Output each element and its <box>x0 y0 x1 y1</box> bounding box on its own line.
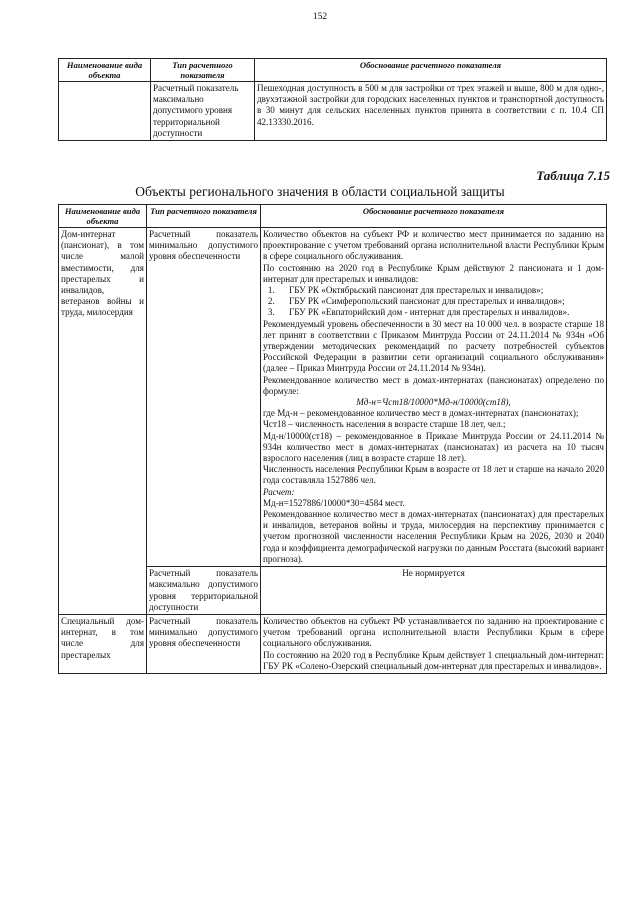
table-label: Таблица 7.15 <box>536 168 610 183</box>
basis-paragraph: По состоянию на 2020 год в Республике Крым действует 1 специальный дом-интернат: ГБУ РК «Солено-Озерский специальный дом-интернат для престарелых и инвалидов». <box>263 649 604 671</box>
cell-type: Расчетный показатель максимально допустимого уровня территориальной доступности <box>147 567 261 615</box>
institution-list <box>263 285 604 319</box>
basis-paragraph: где Мд-н – рекомендованное количество мест в домах-интернатах (пансионатах); <box>263 408 579 419</box>
table-title: Объекты регионального значения в области социальной защиты <box>135 184 505 199</box>
basis-paragraph: Рекомендуемый уровень обеспеченности в 30 мест на 10 000 чел. в возрасте старше 18 лет принят в соответствии с Приказом Минтруда России от 24.11.2014 № 934н «Об утверждении методических рекомендаций по расчету потребностей субъектов Российской Федерации в развитии сети организаций социального обслуживания» (далее – Приказ Минтруда России от 24.11.2014 № 934н). <box>263 318 604 374</box>
cell-basis: Не нормируется <box>261 567 607 615</box>
cell-basis: Пешеходная доступность в 500 м для застройки от трех этажей и выше, 800 м для одно-, двухэтажной застройки для городских населенных пунктов и транспортной доступность в 30 минут для сельских населенных пунктов принята в соответствии с п. 10.4 СП 42.13330.2016. <box>255 82 607 141</box>
basis-paragraph: Мд-н/10000(ст18) – рекомендованное в Приказе Минтруда России от 24.11.2014 № 934н количество мест в домах-интернатах (пансионатах) из расчета на 10 тысяч взрослого населения (лиц в возрасте старше 18 лет). <box>263 430 604 464</box>
cell-type: Расчетный показатель минимально допустимого уровня обеспеченности <box>147 614 261 673</box>
calc-label-line <box>263 487 604 498</box>
header-name: Наименование вида объекта <box>59 205 147 228</box>
cell-basis <box>261 228 607 567</box>
cell-name-empty <box>59 82 151 141</box>
table-header-row <box>59 59 607 82</box>
table-row <box>59 614 607 673</box>
cell-object-name: Дом-интернат (пансионат), в том числе малой вместимости, для престарелых и инвалидов, ветеранов войны и труда, милосердия <box>59 228 147 615</box>
calc-result: Мд-н=1527886/10000*30=4584 мест. <box>263 497 405 508</box>
cell-object-name: Специальный дом-интернат, в том числе для престарелых <box>59 614 147 673</box>
basis-paragraph: Численность населения Республики Крым в возрасте от 18 лет и старше на начало 2020 года составляла 1527886 чел. <box>263 464 604 486</box>
header-name: Наименование вида объекта <box>59 59 151 82</box>
basis-paragraph: Рекомендованное количество мест в домах-интернатах (пансионатах) для престарелых и инвалидов, ветеранов войны и труда, милосердия на перспективу принимается с учетом прогнозной численности населения Республики Крым на 2026, 2030 и 2040 года и коэффициента демографической нагрузки по данным Росстата (высокий вариант прогноза). <box>263 509 604 564</box>
header-type: Тип расчетного показателя <box>147 205 261 228</box>
basis-paragraph: По состоянию на 2020 год в Республике Крым действуют 2 пансионата и 1 дом-интернат для престарелых и инвалидов: <box>263 262 604 284</box>
cell-type: Расчетный показатель минимально допустимого уровня обеспеченности <box>147 228 261 567</box>
basis-paragraph: Чст18 – численность населения в возрасте старше 18 лет, чел.; <box>263 419 506 430</box>
list-item: 2. ГБУ РК «Симферопольский пансионат для престарелых и инвалидов»; <box>277 296 604 307</box>
list-item: 1. ГБУ РК «Октябрьский пансионат для престарелых и инвалидов»; <box>277 285 604 296</box>
basis-paragraph: Количество объектов на субъект РФ и количество мест принимается по заданию на проектирование с учетом требований органа исполнительной власти Республики Крым в сфере социального обслуживания. <box>263 229 604 262</box>
basis-paragraph: Количество объектов на субъект РФ устанавливается по заданию на проектирование с учетом требований органа исполнительной власти Республики Крым в сфере социального обслуживания. <box>263 615 604 649</box>
list-item: 3. ГБУ РК «Евпаторийский дом - интернат для престарелых и инвалидов». <box>277 307 604 318</box>
header-basis: Обоснование расчетного показателя <box>261 205 607 228</box>
header-basis: Обоснование расчетного показателя <box>255 59 607 82</box>
header-type: Тип расчетного показателя <box>151 59 255 82</box>
calc-label: Расчет: <box>263 486 295 497</box>
table-territorial-access <box>58 58 607 141</box>
page-number: 152 <box>312 12 328 22</box>
table-row <box>59 82 607 141</box>
table-row <box>59 228 607 567</box>
formula: Мд-н=Чст18/10000*Мд-н/10000(ст18), <box>356 397 511 408</box>
table-header-row <box>59 205 607 228</box>
basis-paragraph: Рекомендованное количество мест в домах-интернатах (пансионатах) определено по формуле: <box>263 374 604 396</box>
cell-type: Расчетный показатель максимально допустимого уровня территориальной доступности <box>151 82 255 141</box>
cell-basis <box>261 614 607 673</box>
table-social-protection <box>58 204 607 674</box>
